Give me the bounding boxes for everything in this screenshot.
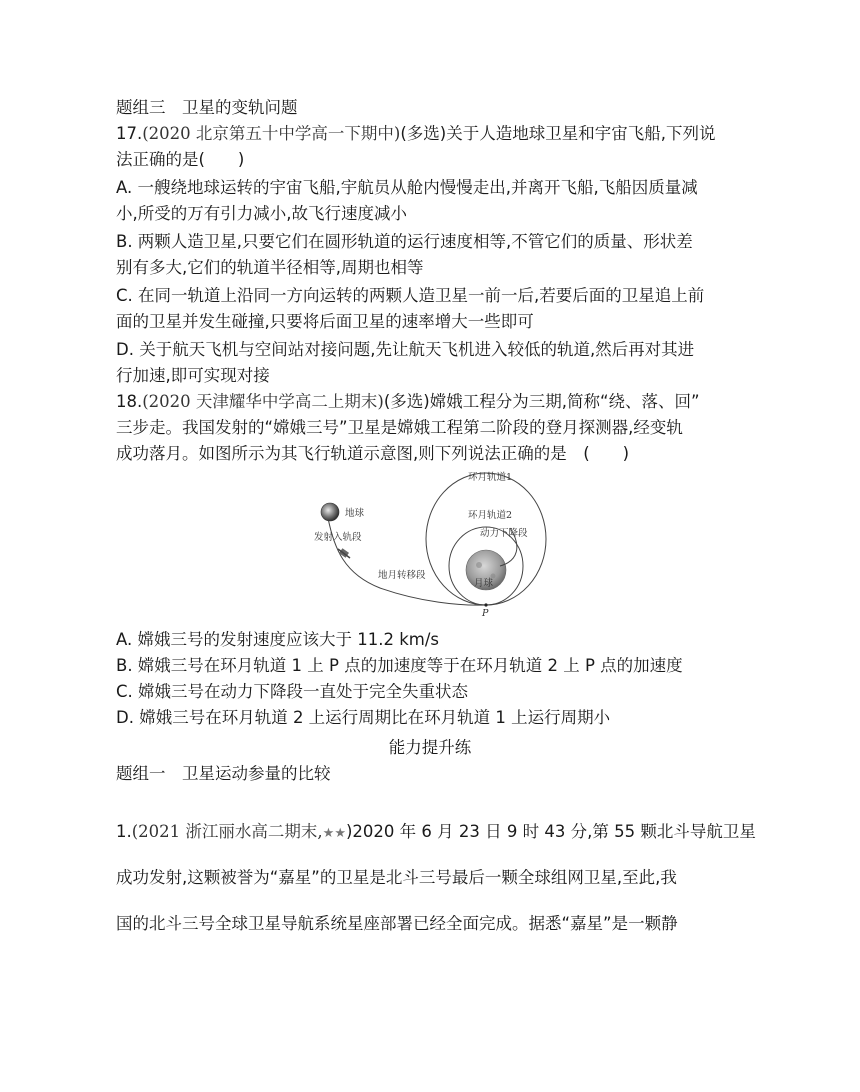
orbit-diagram bbox=[300, 466, 560, 620]
moon-crater bbox=[476, 562, 482, 568]
q1-number: 1. bbox=[116, 822, 132, 841]
q17-option-d-line2: 行加速,即可实现对接 bbox=[116, 366, 270, 385]
label-descent: 动力下降段 bbox=[480, 528, 528, 539]
earth-icon bbox=[321, 503, 339, 521]
q17-option-a-line1: A. 一艘绕地球运转的宇宙飞船,宇航员从舱内慢慢走出,并离开飞船,飞船因质量减 bbox=[116, 178, 698, 197]
q17-number: 17. bbox=[116, 124, 143, 143]
q18-number: 18. bbox=[116, 392, 143, 411]
label-orbit1: 环月轨道1 bbox=[468, 472, 513, 483]
q17-option-b-line2: 别有多大,它们的轨道半径相等,周期也相等 bbox=[116, 258, 424, 277]
q18-stem-line2: 三步走。我国发射的“嫦娥三号”卫星是嫦娥工程第二阶段的登月探测器,经变轨 bbox=[116, 418, 683, 437]
q18-option-a: A. 嫦娥三号的发射速度应该大于 11.2 km/s bbox=[116, 630, 439, 649]
q17-option-d-line1: D. 关于航天飞机与空间站对接问题,先让航天飞机进入较低的轨道,然后再对其进 bbox=[116, 340, 695, 359]
q17-stem: (多选)关于人造地球卫星和宇宙飞船,下列说 bbox=[400, 124, 716, 143]
q18-source: (2020 天津耀华中学高二上期末) bbox=[142, 392, 384, 411]
label-moon: 月球 bbox=[474, 578, 494, 589]
label-transfer: 地月转移段 bbox=[378, 570, 426, 581]
q18-option-d: D. 嫦娥三号在环月轨道 2 上运行周期比在环月轨道 1 上运行周期小 bbox=[116, 708, 611, 727]
q17-option-c-line2: 面的卫星并发生碰撞,只要将后面卫星的速率增大一些即可 bbox=[116, 312, 534, 331]
q17-source: (2020 北京第五十中学高一下期中) bbox=[142, 124, 401, 143]
q17-option-c-line1: C. 在同一轨道上沿同一方向运转的两颗人造卫星一前一后,若要后面的卫星追上前 bbox=[116, 286, 705, 305]
q1-source: (2021 浙江丽水高二期末, bbox=[131, 822, 323, 841]
q18-stem-line1 bbox=[116, 390, 748, 414]
q17-option-a-line2: 小,所受的万有引力减小,故飞行速度减小 bbox=[116, 204, 407, 223]
label-launch: 发射入轨段 bbox=[314, 532, 362, 543]
point-p-marker bbox=[484, 603, 487, 606]
q1-line3: 国的北斗三号全球卫星导航系统星座部署已经全面完成。据悉“嘉星”是一颗静 bbox=[116, 914, 678, 933]
q1-line1 bbox=[116, 820, 756, 846]
q18-stem-line3: 成功落月。如图所示为其飞行轨道示意图,则下列说法正确的是 ( ) bbox=[116, 444, 630, 463]
q1-stem: )2020 年 6 月 23 日 9 时 43 分,第 55 颗北斗导航卫星 bbox=[345, 822, 756, 841]
q17-stem-line1 bbox=[116, 122, 748, 146]
q18-option-b: B. 嫦娥三号在环月轨道 1 上 P 点的加速度等于在环月轨道 2 上 P 点的加速度 bbox=[116, 656, 683, 675]
label-earth: 地球 bbox=[345, 508, 365, 519]
q17-stem-line2: 法正确的是( ) bbox=[116, 150, 245, 169]
q17-option-b-line1: B. 两颗人造卫星,只要它们在圆形轨道的运行速度相等,不管它们的质量、形状差 bbox=[116, 232, 693, 251]
q18-stem: (多选)嫦娥工程分为三期,简称“绕、落、回” bbox=[383, 392, 700, 411]
label-point-p: P bbox=[482, 608, 489, 619]
q18-option-c: C. 嫦娥三号在动力下降段一直处于完全失重状态 bbox=[116, 682, 469, 701]
q1-line2: 成功发射,这颗被誉为“嘉星”的卫星是北斗三号最后一颗全球组网卫星,至此,我 bbox=[116, 868, 677, 887]
difficulty-star-icon: ★★ bbox=[322, 826, 346, 841]
practice-heading: 能力提升练 bbox=[388, 738, 472, 757]
label-orbit2: 环月轨道2 bbox=[468, 510, 513, 521]
section-title: 题组三 卫星的变轨问题 bbox=[116, 98, 298, 117]
group1-title: 题组一 卫星运动参量的比较 bbox=[116, 764, 331, 783]
